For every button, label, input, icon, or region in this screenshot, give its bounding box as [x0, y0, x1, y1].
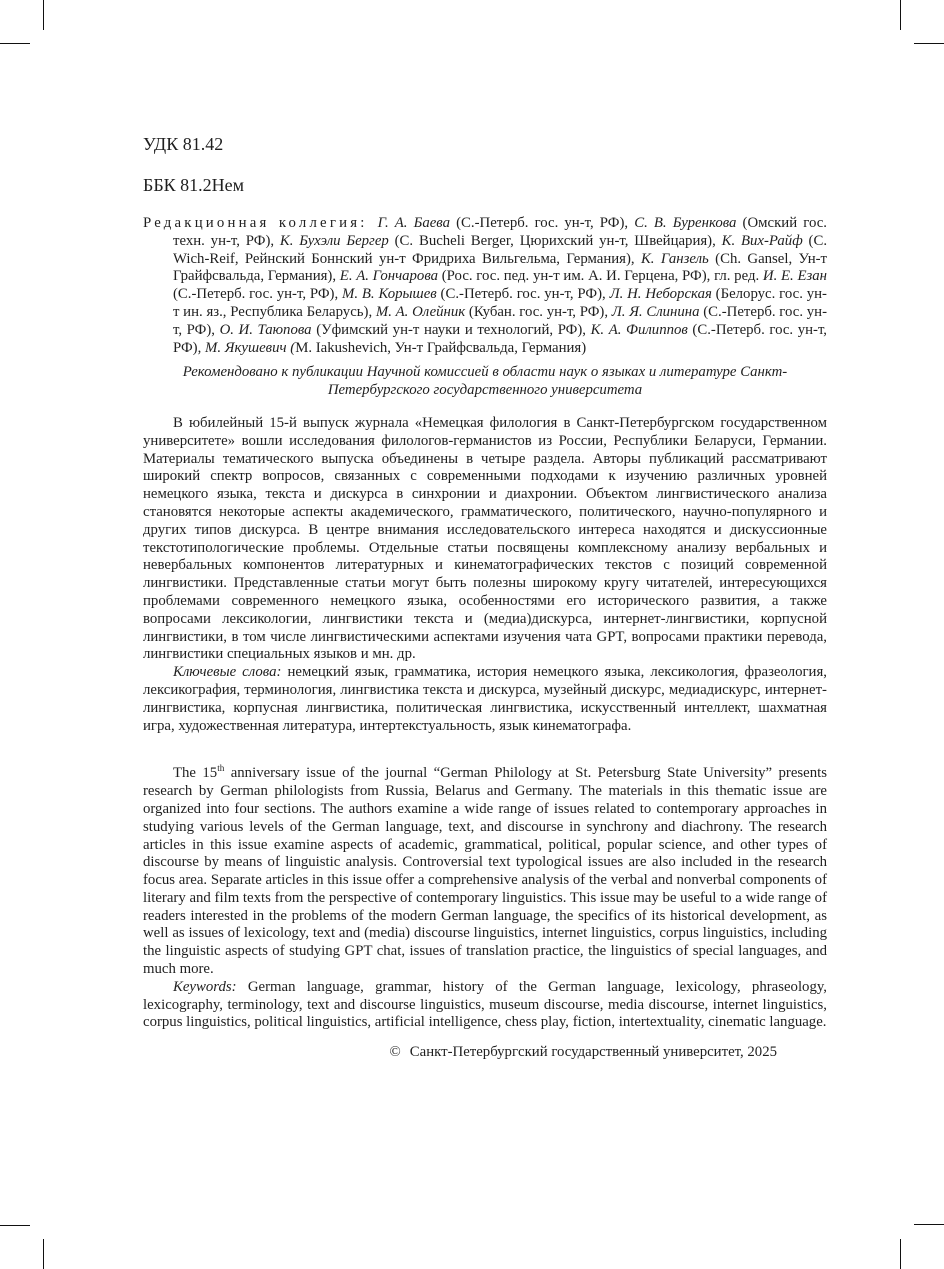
- abstract-en: The 15th anniversary issue of the journal “German Philology at St. Petersburg State University” presents research by German philologists from Russia, Belarus and Germany. The materials in this thematic issue are organized into four sections. The authors examine a wide range of issues related to contemporary approaches in studying various levels of the German language, text, and discourse in synchrony and diachrony. The research articles in this issue examine aspects of academic, grammatical, political, popular science, and other types of discourse by means of linguistic analysis. Controversial text typological issues are also included in the research focus area. Separate articles in this issue offer a comprehensive analysis of the verbal and nonverbal components of literary and film texts from the perspective of contemporary linguistics. This issue may be useful to a wide range of readers interested in the problems of the modern German language, the specifics of its historical development, as well as issues of lexicology, text and (media) discourse linguistics, internet linguistics, corpus linguistics, including the linguistic aspects of studying GPT chat, issues of translation practice, the linguistics of special languages, and much more.: [143, 763, 827, 978]
- crop-mark-top-right-vertical: [900, 0, 901, 30]
- keywords-en-label: Keywords:: [173, 978, 237, 995]
- recommendation-note: Рекомендовано к публикации Научной комиссией в области наук о языках и литературе Санкт-Петербургского государственного университета: [182, 364, 788, 399]
- crop-mark-bottom-left-horizontal: [0, 1225, 30, 1226]
- copyright-line: [143, 1044, 827, 1062]
- abstract-ru: В юбилейный 15-й выпуск журнала «Немецкая филология в Санкт-Петербургском государственном университете» вошли исследования филологов-германистов из России, Республики Беларуси, Германии. Материалы тематического выпуска объединены в четыре раздела. Авторы публикаций рассматривают широкий спектр вопросов, связанных с современными подходами к изучению различных уровней немецкого языка, текста и дискурса в синхронии и диахронии. Объектом лингвистического анализа становятся некоторые аспекты академического, грамматического, политического, научно-популярного и других типов дискурса. В центре внимания исследовательского интереса находятся и дискуссионные текстотипологические проблемы. Отдельные статьи посвящены комплексному анализу вербальных и невербальных компонентов литературных и кинематографических текстов с позиций современной лингвистики. Представленные статьи могут быть полезны широкому кругу читателей, интересующихся проблемами современного немецкого языка, особенностями его исторического развития, а также вопросами лексикологии, лингвистики текста и (медиа)дискурса, интернет-лингвистики, корпусной лингвистики, в том числе лингвистическими аспектами изучения чата GPT, вопросами практики перевода, лингвистики специальных языков и мн. др.: [143, 414, 827, 663]
- editorial-board-members: Г. А. Баева (С.-Петерб. гос. ун-т, РФ), С. В. Буренкова (Омский гос. техн. ун-т, РФ), К. Бухэли Бергер (C. Bucheli Berger, Цюрихский ун-т, Швейцария), К. Вих-Райф (C. Wich-Reif, Рейнский Боннский ун-т Фридриха Вильгельма, Германия), К. Ганзель (Ch. Gansel, Ун-т Грайфсвальда, Германия), Е. А. Гончарова (Рос. гос. пед. ун-т им. А. И. Герцена, РФ), гл. ред. И. Е. Езан (С.-Петерб. гос. ун-т, РФ), М. В. Корышев (С.-Петерб. гос. ун-т, РФ), Л. Н. Неборская (Белорус. гос. ун-т ин. яз., Республика Беларусь), М. А. Олейник (Кубан. гос. ун-т, РФ), Л. Я. Слинина (С.-Петерб. гос. ун-т, РФ), О. И. Таюпова (Уфимский ун-т науки и технологий, РФ), К. А. Филиппов (С.-Петерб. гос. ун-т, РФ), М. Якушевич (M. Iakushevich, Ун-т Грайфсвальда, Германия): [173, 215, 828, 356]
- crop-mark-top-left-horizontal: [0, 43, 30, 44]
- crop-mark-bottom-left-vertical: [43, 1239, 44, 1269]
- editorial-board-label: Редакционная коллегия:: [143, 215, 368, 231]
- editorial-board: [143, 215, 827, 357]
- bbk-code: ББК 81.2Нем: [143, 175, 245, 195]
- keywords-ru-list: немецкий язык, грамматика, история немецкого языка, лексикология, фразеология, лексикография, терминология, лингвистика текста и дискурса, музейный дискурс, медиадискурс, интернет-лингвистика, корпусная лингвистика, политическая лингвистика, искусственный интеллект, шахматная игра, художественная литература, интертекстуальность, язык кинематографа.: [143, 664, 827, 734]
- keywords-ru: [143, 664, 827, 735]
- keywords-ru-label: Ключевые слова:: [173, 664, 282, 681]
- copyright-text: Санкт-Петербургский государственный университет, 2025: [409, 1044, 777, 1061]
- text-block: [143, 133, 827, 1062]
- crop-mark-top-right-horizontal: [914, 43, 944, 44]
- crop-mark-bottom-right-horizontal: [914, 1224, 944, 1225]
- crop-mark-bottom-right-vertical: [900, 1239, 901, 1269]
- crop-mark-top-left-vertical: [43, 0, 44, 30]
- copyright-symbol: ©: [389, 1044, 401, 1061]
- udk-code: УДК 81.42: [143, 134, 224, 154]
- keywords-en-list: German language, grammar, history of the German language, lexicology, phraseology, lexicography, terminology, text and discourse linguistics, museum discourse, media discourse, internet linguistics, corpus linguistics, political linguistics, artificial intelligence, chess play, fiction, intertextuality, cinematic language.: [143, 978, 827, 1031]
- keywords-en: [143, 979, 827, 1032]
